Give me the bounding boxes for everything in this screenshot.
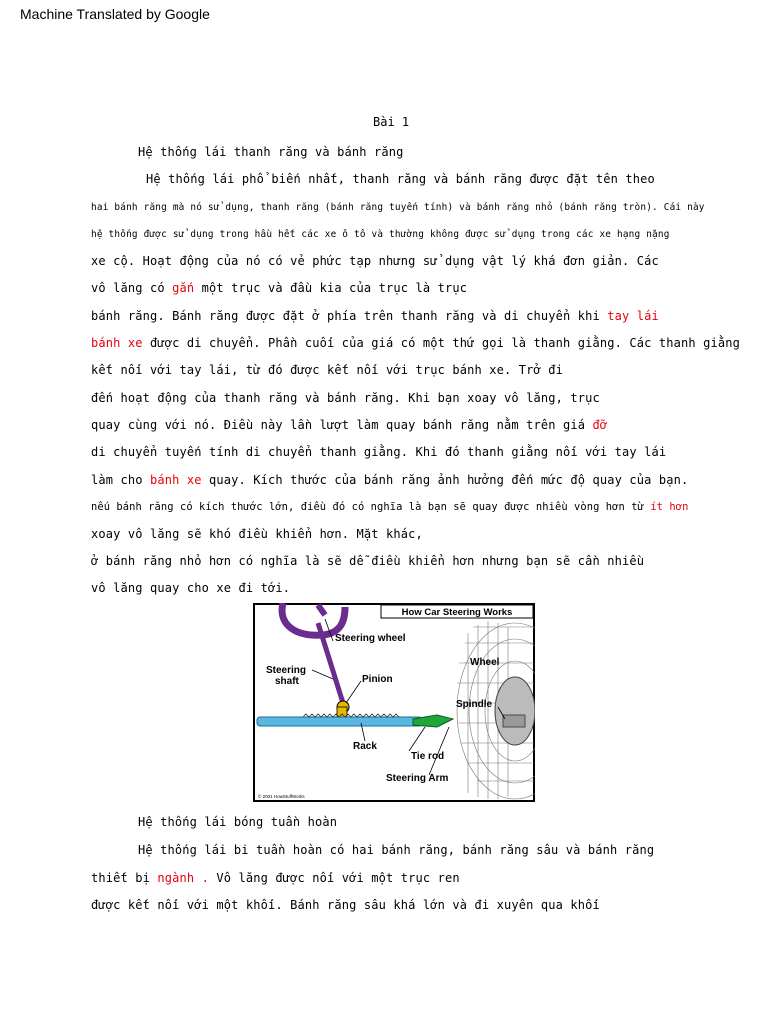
highlighted-word: đỡ	[592, 418, 608, 432]
label-steering: Steering	[266, 665, 307, 676]
paragraph-line: đến hoạt động của thanh răng và bánh răng. Khi bạn xoay vô lăng, trục	[91, 391, 600, 405]
label-pinion: Pinion	[362, 674, 393, 685]
paragraph-line: hai bánh răng mà nó sử dụng, thanh răng (bánh răng tuyến tính) và bánh răng nhỏ (bánh răng tròn). Cái này	[91, 202, 705, 213]
paragraph-line: làm cho bánh xe quay. Kích thước của bánh răng ảnh hưởng đến mức độ quay của bạn.	[91, 473, 689, 487]
label-spindle: Spindle	[456, 699, 493, 710]
paragraph-line: hệ thống được sử dụng trong hầu hết các xe ô tô và thường không được sử dụng trong các xe hạng nặng	[91, 229, 670, 240]
paragraph-line: bánh răng. Bánh răng được đặt ở phía trên thanh răng và di chuyển khi tay lái	[91, 309, 659, 323]
paragraph-line: quay cùng với nó. Điều này lần lượt làm quay bánh răng nằm trên giá đỡ	[91, 418, 608, 432]
paragraph-line: thiết bị ngành . Vô lăng được nối với một trục ren	[91, 871, 460, 885]
paragraph-line: được kết nối với một khối. Bánh răng sâu khá lớn và đi xuyên qua khối	[91, 898, 600, 912]
label-steering-arm: Steering Arm	[386, 773, 449, 784]
highlighted-word: tay lái	[607, 309, 659, 323]
section-heading-rack-pinion: Hệ thống lái thanh răng và bánh răng	[138, 145, 404, 159]
paragraph-line: xe cộ. Hoạt động của nó có vẻ phức tạp nhưng sử dụng vật lý khá đơn giản. Các	[91, 254, 659, 268]
machine-translated-label: Machine Translated by Google	[20, 6, 210, 22]
paragraph-line: vô lăng quay cho xe đi tới.	[91, 581, 291, 595]
lesson-title: Bài 1	[373, 115, 410, 129]
paragraph-line: Hệ thống lái phổ biến nhất, thanh răng và bánh răng được đặt tên theo	[146, 172, 655, 186]
paragraph-line: kết nối với tay lái, từ đó được kết nối với trục bánh xe. Trở đi	[91, 363, 563, 377]
paragraph-line: nếu bánh răng có kích thước lớn, điều đó có nghĩa là bạn sẽ quay được nhiều vòng hơn từ ít hơn	[91, 501, 689, 513]
paragraph-line: vô lăng có gắn một trục và đầu kia của trục là trục	[91, 281, 468, 295]
figure-copyright: © 2001 HowStuffWorks	[258, 794, 305, 799]
paragraph-line: di chuyển tuyến tính di chuyển thanh giằng. Khi đó thanh giằng nối với tay lái	[91, 445, 667, 459]
figure-title: How Car Steering Works	[401, 607, 513, 618]
steering-diagram	[253, 603, 535, 802]
paragraph-line: bánh xe được di chuyển. Phần cuối của giá có một thứ gọi là thanh giằng. Các thanh giằng	[91, 336, 740, 350]
highlighted-word: gắn	[172, 281, 195, 295]
label-tie-rod: Tie rod	[411, 751, 445, 762]
highlighted-word: ít hơn	[650, 501, 689, 513]
highlighted-word: bánh xe	[91, 336, 143, 350]
paragraph-line: ở bánh răng nhỏ hơn có nghĩa là sẽ dễ điều khiển hơn nhưng bạn sẽ cần nhiều	[91, 554, 645, 568]
highlighted-word: ngành .	[157, 871, 209, 885]
label-shaft: shaft	[275, 676, 299, 687]
paragraph-line: xoay vô lăng sẽ khó điều khiển hơn. Mặt khác,	[91, 527, 423, 541]
section-heading-recirculating-ball: Hệ thống lái bóng tuần hoàn	[138, 815, 338, 829]
paragraph-line: Hệ thống lái bi tuần hoàn có hai bánh răng, bánh răng sâu và bánh răng	[138, 843, 655, 857]
label-wheel: Wheel	[470, 657, 500, 668]
label-steering-wheel: Steering wheel	[335, 633, 406, 644]
label-rack: Rack	[353, 741, 377, 752]
highlighted-word: bánh xe	[150, 473, 202, 487]
